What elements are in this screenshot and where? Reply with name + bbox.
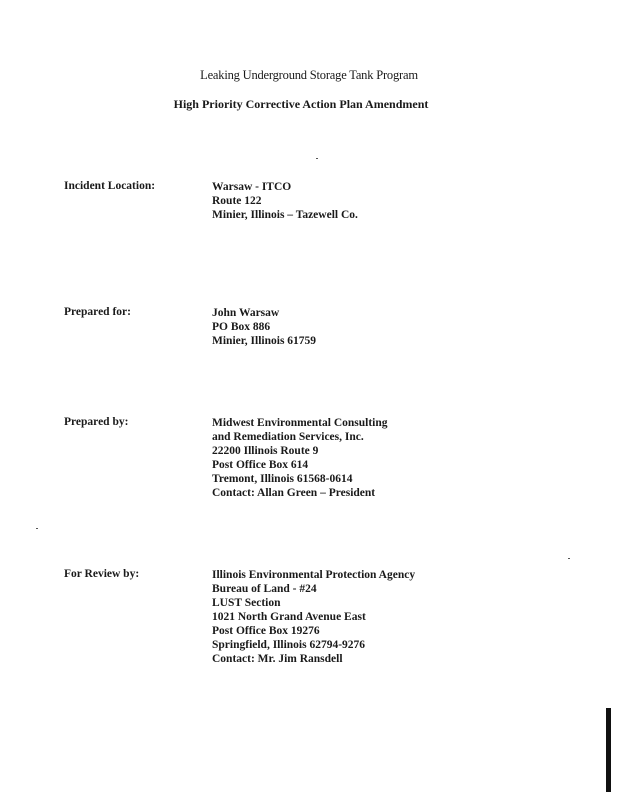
scan-speck (568, 558, 570, 559)
scan-speck (316, 158, 318, 159)
prepared-by-line: Post Office Box 614 (212, 459, 309, 471)
prepared-for-line: Minier, Illinois 61759 (212, 335, 317, 347)
review-by-line: Post Office Box 19276 (212, 625, 320, 637)
prepared-by-lines (212, 416, 592, 500)
review-by-line: Contact: Mr. Jim Ransdell (212, 653, 343, 665)
prepared-by-line: and Remediation Services, Inc. (212, 431, 364, 443)
incident-location-lines (212, 180, 592, 222)
incident-location-label: Incident Location: (64, 180, 156, 192)
prepared-for-lines (212, 306, 592, 348)
review-by-line: Bureau of Land - #24 (212, 583, 317, 595)
prepared-for-label: Prepared for: (64, 306, 131, 318)
review-by-line: Illinois Environmental Protection Agency (212, 569, 416, 581)
review-by-label: For Review by: (64, 568, 140, 580)
prepared-by-line: 22200 Illinois Route 9 (212, 445, 319, 457)
review-by-line: Springfield, Illinois 62794-9276 (212, 639, 366, 651)
incident-line: Warsaw - ITCO (212, 181, 292, 193)
scan-speck (36, 528, 38, 529)
incident-line: Minier, Illinois – Tazewell Co. (212, 209, 358, 221)
incident-line: Route 122 (212, 195, 262, 207)
program-title: Leaking Underground Storage Tank Program (200, 68, 418, 82)
scan-edge-mark (606, 708, 611, 792)
prepared-for-line: PO Box 886 (212, 321, 271, 333)
prepared-by-line: Contact: Allan Green – President (212, 487, 376, 499)
prepared-by-line: Midwest Environmental Consulting (212, 417, 388, 429)
prepared-by-line: Tremont, Illinois 61568-0614 (212, 473, 353, 485)
review-by-lines (212, 568, 592, 666)
document-title: High Priority Corrective Action Plan Amendment (173, 97, 429, 111)
review-by-line: LUST Section (212, 597, 281, 609)
prepared-for-line: John Warsaw (212, 307, 280, 319)
prepared-by-label: Prepared by: (64, 416, 129, 428)
review-by-line: 1021 North Grand Avenue East (212, 611, 366, 623)
